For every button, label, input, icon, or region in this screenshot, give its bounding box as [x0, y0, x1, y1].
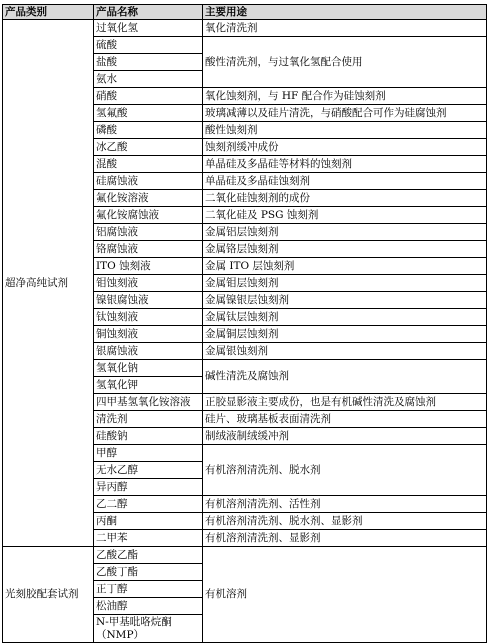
main-use-cell: 金属 ITO 层蚀刻剂 [203, 258, 487, 275]
product-name-cell: 氢氟酸 [94, 105, 203, 122]
product-name-cell: 四甲基氢氧化铵溶液 [94, 394, 203, 411]
main-use-cell: 有机溶剂清洗剂、活性剂 [203, 496, 487, 513]
main-use-cell: 有机溶剂清洗剂、脱水剂 [203, 445, 487, 496]
main-use-cell: 单晶硅及多晶硅等材料的蚀刻剂 [203, 156, 487, 173]
table-body [3, 20, 487, 643]
main-use-cell: 单晶硅及多晶硅蚀刻剂 [203, 173, 487, 190]
header-category: 产品类别 [3, 5, 94, 20]
product-name-cell: 过氧化氢 [94, 20, 203, 37]
product-name-cell: 乙二醇 [94, 496, 203, 513]
product-name-cell: 松油醇 [94, 598, 203, 615]
product-name-cell: 钛蚀刻液 [94, 309, 203, 326]
product-name-cell: 硝酸 [94, 88, 203, 105]
header-name: 产品名称 [94, 5, 203, 20]
product-name-cell: 乙酸丁酯 [94, 564, 203, 581]
main-use-cell: 酸性蚀刻剂 [203, 122, 487, 139]
product-name-cell: 氟化铵溶液 [94, 190, 203, 207]
main-use-cell: 氧化清洗剂 [203, 20, 487, 37]
product-name-cell: 硅酸钠 [94, 428, 203, 445]
table-row [3, 20, 487, 37]
header-use: 主要用途 [203, 5, 487, 20]
main-use-cell: 金属铜层蚀刻剂 [203, 326, 487, 343]
main-use-cell: 金属钼层蚀刻剂 [203, 275, 487, 292]
product-name-cell: 正丁醇 [94, 581, 203, 598]
product-name-cell: N-甲基吡咯烷酮（NMP） [94, 615, 203, 643]
main-use-cell: 有机溶剂 [203, 547, 487, 643]
category-cell: 超净高纯试剂 [3, 20, 94, 547]
main-use-cell: 正胶显影液主要成份，也是有机碱性清洗及腐蚀剂 [203, 394, 487, 411]
main-use-cell: 有机溶剂清洗剂、显影剂 [203, 530, 487, 547]
product-name-cell: 银腐蚀液 [94, 343, 203, 360]
product-name-cell: 异丙醇 [94, 479, 203, 496]
product-name-cell: 氨水 [94, 71, 203, 88]
main-use-cell: 金属铝层蚀刻剂 [203, 224, 487, 241]
main-use-cell: 金属银蚀刻剂 [203, 343, 487, 360]
product-name-cell: 氟化铵腐蚀液 [94, 207, 203, 224]
product-name-cell: 铜蚀刻液 [94, 326, 203, 343]
product-name-cell: 硅腐蚀液 [94, 173, 203, 190]
product-name-cell: 二甲苯 [94, 530, 203, 547]
main-use-cell: 制绒液制绒缓冲剂 [203, 428, 487, 445]
table-row [3, 547, 487, 564]
product-name-cell: 丙酮 [94, 513, 203, 530]
product-name-cell: 混酸 [94, 156, 203, 173]
product-name-cell: 乙酸乙酯 [94, 547, 203, 564]
product-table-wrapper [2, 4, 487, 643]
product-name-cell: 冰乙酸 [94, 139, 203, 156]
main-use-cell: 金属钛层蚀刻剂 [203, 309, 487, 326]
product-table [2, 4, 487, 643]
product-name-cell: 钼蚀刻液 [94, 275, 203, 292]
product-name-cell: 铬腐蚀液 [94, 241, 203, 258]
main-use-cell: 金属镍银层蚀刻剂 [203, 292, 487, 309]
product-name-cell: 盐酸 [94, 54, 203, 71]
main-use-cell: 氧化蚀刻剂，与 HF 配合作为硅蚀刻剂 [203, 88, 487, 105]
product-name-cell: ITO 蚀刻液 [94, 258, 203, 275]
main-use-cell: 二氧化硅蚀刻剂的成份 [203, 190, 487, 207]
product-name-cell: 铝腐蚀液 [94, 224, 203, 241]
product-name-cell: 氢氧化钠 [94, 360, 203, 377]
main-use-cell: 硅片、玻璃基板表面清洗剂 [203, 411, 487, 428]
main-use-cell: 玻璃减薄以及硅片清洗，与硝酸配合可作为硅腐蚀剂 [203, 105, 487, 122]
main-use-cell: 二氧化硅及 PSG 蚀刻剂 [203, 207, 487, 224]
main-use-cell: 有机溶剂清洗剂、脱水剂、显影剂 [203, 513, 487, 530]
product-name-cell: 无水乙醇 [94, 462, 203, 479]
main-use-cell: 蚀刻剂缓冲成份 [203, 139, 487, 156]
product-name-cell: 磷酸 [94, 122, 203, 139]
product-name-cell: 甲醇 [94, 445, 203, 462]
category-cell: 光刻胶配套试剂 [3, 547, 94, 643]
main-use-cell: 酸性清洗剂，与过氧化氢配合使用 [203, 37, 487, 88]
main-use-cell: 碱性清洗及腐蚀剂 [203, 360, 487, 394]
main-use-cell: 金属铬层蚀刻剂 [203, 241, 487, 258]
header-row [3, 5, 487, 20]
product-name-cell: 镍银腐蚀液 [94, 292, 203, 309]
product-name-cell: 清洗剂 [94, 411, 203, 428]
product-name-cell: 氢氧化钾 [94, 377, 203, 394]
product-name-cell: 硫酸 [94, 37, 203, 54]
